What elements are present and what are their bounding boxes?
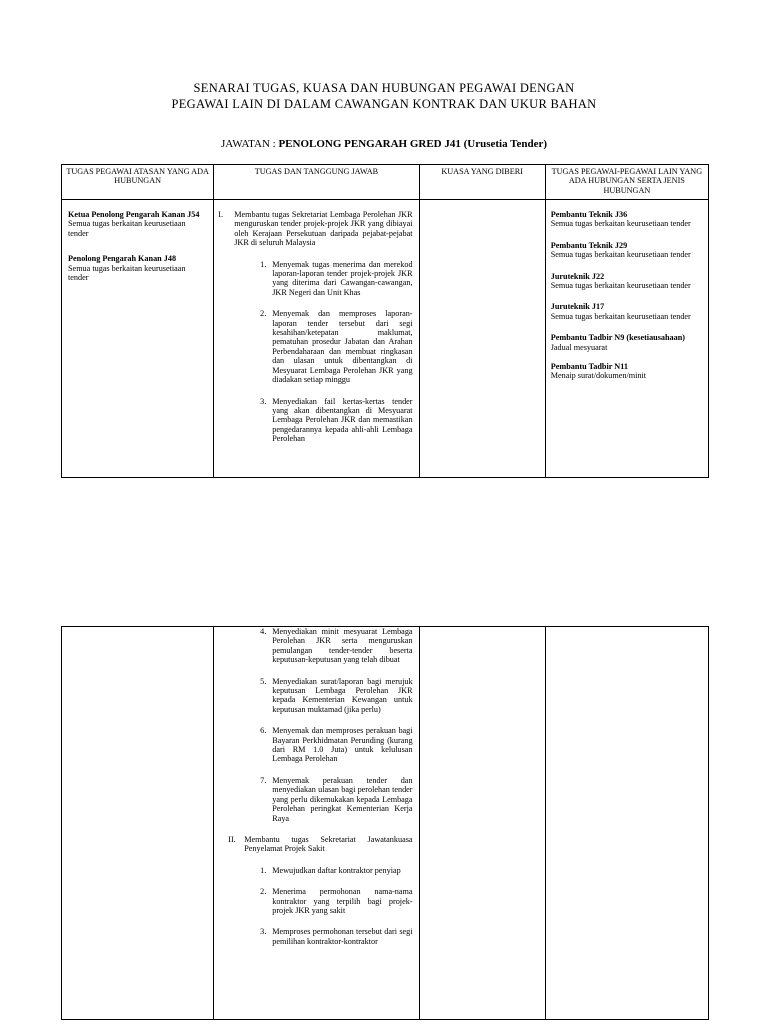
- duty-list: [214, 260, 418, 444]
- lain-cell: [545, 627, 708, 1020]
- header-tugas: TUGAS DAN TANGGUNG JAWAB: [214, 165, 419, 200]
- table-header-row: [62, 165, 709, 200]
- duty-list-continued: [214, 627, 418, 823]
- other-officer: Pembantu Tadbir N11 Menaip surat/dokumen/minit: [550, 362, 647, 381]
- list-item: 3. Menyediakan fail kertas-kertas tender yang akan dibentangkan di Mesyuarat Lembaga Perolehan JKR dan memastikan pengedarannya kepada ahli-ahli Lembaga Perolehan: [260, 396, 413, 444]
- section-2: II. Membantu tugas Sekretariat Jawatankuasa Penyelamat Projek Sakit: [228, 834, 413, 854]
- tugas-cell: [214, 200, 419, 478]
- table-body-row: [62, 200, 709, 478]
- atasan-cell: [62, 200, 214, 478]
- list-item: 1. Menyemak tugas menerima dan merekod laporan-laporan tender projek-projek JKR yang diterima dari Cawangan-cawangan, JKR Negeri dan Unit Khas: [260, 259, 413, 297]
- duty-list-2: [214, 866, 418, 946]
- position-line: [0, 138, 768, 150]
- other-officer: Juruteknik J17 Semua tugas berkaitan keurusetiaan tender: [550, 302, 691, 321]
- list-item: 2. Menyemak dan memproses laporan-laporan tender tersebut dari segi kesahihan/ketepatan maklumat, pematuhan prosedur Jabatan dan Arahan Perbendaharaan dan membuat ringkasan dan ulasan untuk dibentangkan di Mesyuarat Lembaga Perolehan JKR yang diadakan setiap minggu: [260, 309, 413, 385]
- title-line-1: SENARAI TUGAS, KUASA DAN HUBUNGAN PEGAWAI DENGAN: [193, 81, 575, 95]
- atasan-cell: [62, 627, 214, 1020]
- document-title: [0, 80, 768, 112]
- header-lain: TUGAS PEGAWAI-PEGAWAI LAIN YANG ADA HUBUNGAN SERTA JENIS HUBUNGAN: [545, 165, 708, 200]
- superior-officer: Ketua Penolong Pengarah Kanan J54 Semua tugas berkaitan keurusetiaan tender: [68, 210, 200, 238]
- other-officer: Pembantu Tadbir N9 (kesetiausahaan) Jadual mesyuarat: [550, 333, 686, 352]
- list-item: 5. Menyediakan surat/laporan bagi merujuk keputusan Lembaga Perolehan JKR kepada Kementerian Kewangan untuk keputusan muktamad (jika perlu): [260, 676, 413, 714]
- kuasa-cell: [419, 627, 545, 1020]
- list-item: 3. Memproses permohonan tersebut dari segi pemilihan kontraktor-kontraktor: [260, 927, 413, 946]
- header-kuasa: KUASA YANG DIBERI: [419, 165, 545, 200]
- duties-table-page-2: [61, 626, 709, 1020]
- list-item: 7. Menyemak perakuan tender dan menyediakan ulasan bagi perolehan tender yang perlu dikemukakan kepada Lembaga Perolehan peringkat Kementerian Kerja Raya: [260, 775, 413, 823]
- header-atasan: TUGAS PEGAWAI ATASAN YANG ADA HUBUNGAN: [62, 165, 214, 200]
- other-officer: Pembantu Teknik J29 Semua tugas berkaitan keurusetiaan tender: [550, 240, 691, 260]
- superior-officer: Penolong Pengarah Kanan J48 Semua tugas berkaitan keurusetiaan tender: [68, 254, 186, 283]
- position-value: PENOLONG PENGARAH GRED J41 (Urusetia Tender): [278, 138, 548, 150]
- other-officer: Pembantu Teknik J36 Semua tugas berkaitan keurusetiaan tender: [550, 210, 691, 229]
- kuasa-cell: [419, 200, 545, 478]
- list-item: 4. Menyediakan minit mesyuarat Lembaga Perolehan JKR serta menguruskan pemulangan tender-tender beserta keputusan-keputusan yang telah dibuat: [260, 627, 413, 665]
- lain-cell: [545, 200, 708, 478]
- list-item: 6. Menyemak dan memproses perakuan bagi Bayaran Perkhidmatan Perunding (kurang dari RM 1.0 Juta) untuk kelulusan Lembaga Perolehan: [260, 726, 413, 764]
- section-1: I. Membantu tugas Sekretariat Lembaga Perolehan JKR menguruskan tender projek-projek JKR yang dibiayai oleh Kerajaan Persekutuan daripada pejabat-pejabat JKR di seluruh Malaysia: [218, 210, 413, 248]
- tugas-cell: [214, 627, 419, 1020]
- position-label: JAWATAN :: [220, 138, 276, 150]
- duties-table-page-1: [61, 164, 709, 478]
- list-item: 1. Mewujudkan daftar kontraktor penyiap: [260, 865, 401, 875]
- title-line-2: PEGAWAI LAIN DI DALAM CAWANGAN KONTRAK DAN UKUR BAHAN: [171, 97, 597, 111]
- list-item: 2. Menerima permohonan nama-nama kontraktor yang terpilih bagi projek-projek JKR yang sakit: [260, 887, 413, 915]
- table-body-row: [62, 627, 709, 1020]
- other-officer: Juruteknik J22 Semua tugas berkaitan keurusetiaan tender: [550, 271, 691, 291]
